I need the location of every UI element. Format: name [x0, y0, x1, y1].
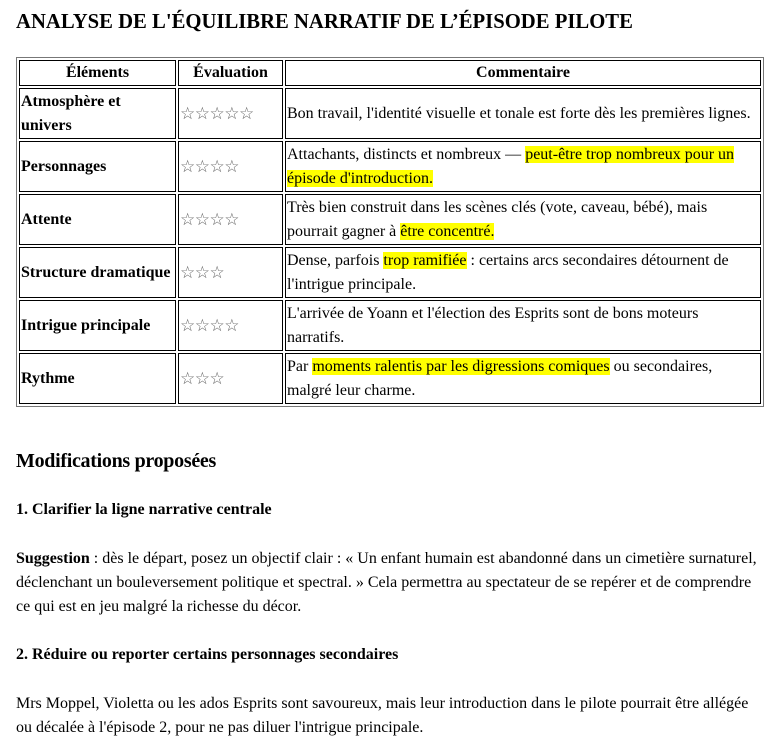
comment-text: Dense, parfois: [287, 251, 384, 269]
modification-paragraph: [16, 692, 766, 740]
column-header-evaluation: Évaluation: [178, 60, 283, 86]
table-row: [19, 141, 761, 192]
modification-paragraph: [16, 547, 766, 619]
table-row: [19, 300, 761, 351]
comment-cell: [285, 88, 761, 139]
star-icon: ☆☆☆☆: [180, 315, 239, 336]
highlighted-text: moments ralentis par les digressions comiques: [312, 357, 610, 375]
comment-cell: [285, 141, 761, 192]
star-icon: ☆☆☆: [180, 368, 225, 389]
comment-text: L'arrivée de Yoann et l'élection des Esprits sont de bons moteurs narratifs.: [287, 304, 699, 346]
star-rating: [178, 141, 283, 192]
comment-text: Par: [287, 357, 313, 375]
column-header-comment: Commentaire: [285, 60, 761, 86]
comment-text: ou secondaires, malgré leur charme.: [287, 357, 713, 399]
paragraph-text: : dès le départ, posez un objectif clair : « Un enfant humain est abandonné dans un cimetière surnaturel, déclenchant un bouleversement politique et spectral. » Cela permettra au spectateur de se repérer et de comprendre ce qui est en jeu malgré la richesse du décor.: [16, 550, 757, 615]
highlighted-text: peut-être trop nombreux pour un épisode d'introduction.: [287, 145, 735, 187]
element-cell: Personnages: [19, 141, 176, 192]
element-cell: Attente: [19, 194, 176, 245]
star-rating: [178, 353, 283, 404]
comment-cell: [285, 300, 761, 351]
star-icon: ☆☆☆☆: [180, 156, 239, 177]
comment-text: Bon travail, l'identité visuelle et tonale est forte dès les premières lignes.: [287, 104, 751, 122]
star-icon: ☆☆☆☆☆: [180, 103, 254, 124]
comment-text: Attachants, distincts et nombreux —: [287, 145, 526, 163]
suggestion-label: Suggestion: [16, 550, 90, 567]
table-row: [19, 88, 761, 139]
element-cell: Rythme: [19, 353, 176, 404]
table-row: [19, 194, 761, 245]
star-rating: [178, 300, 283, 351]
comment-cell: [285, 247, 761, 298]
highlighted-text: être concentré.: [400, 222, 495, 240]
element-cell: Intrigue principale: [19, 300, 176, 351]
table-row: [19, 247, 761, 298]
highlighted-text: trop ramifiée: [383, 251, 467, 269]
column-header-elements: Éléments: [19, 60, 176, 86]
modification-heading: 2. Réduire ou reporter certains personnages secondaires: [16, 646, 399, 663]
comment-cell: [285, 353, 761, 404]
table-header-row: [19, 60, 761, 86]
element-cell: Atmosphère et univers: [19, 88, 176, 139]
page-title: ANALYSE DE L'ÉQUILIBRE NARRATIF DE L’ÉPISODE PILOTE: [16, 9, 633, 33]
narrative-balance-table: [16, 57, 764, 407]
table-row: [19, 353, 761, 404]
star-rating: [178, 247, 283, 298]
comment-text: : certains arcs secondaires détournent de l'intrigue principale.: [287, 251, 729, 293]
modification-heading: 1. Clarifier la ligne narrative centrale: [16, 501, 272, 518]
star-icon: ☆☆☆☆: [180, 209, 239, 230]
comment-text: Très bien construit dans les scènes clés (vote, caveau, bébé), mais pourrait gagner à: [287, 198, 708, 240]
comment-cell: [285, 194, 761, 245]
element-cell: Structure dramatique: [19, 247, 176, 298]
paragraph-text: Mrs Moppel, Violetta ou les ados Esprits sont savoureux, mais leur introduction dans le pilote pourrait être allégée ou décalée à l'épisode 2, pour ne pas diluer l'intrigue principale.: [16, 695, 749, 736]
section-title: Modifications proposées: [16, 450, 216, 472]
star-icon: ☆☆☆: [180, 262, 225, 283]
star-rating: [178, 194, 283, 245]
star-rating: [178, 88, 283, 139]
